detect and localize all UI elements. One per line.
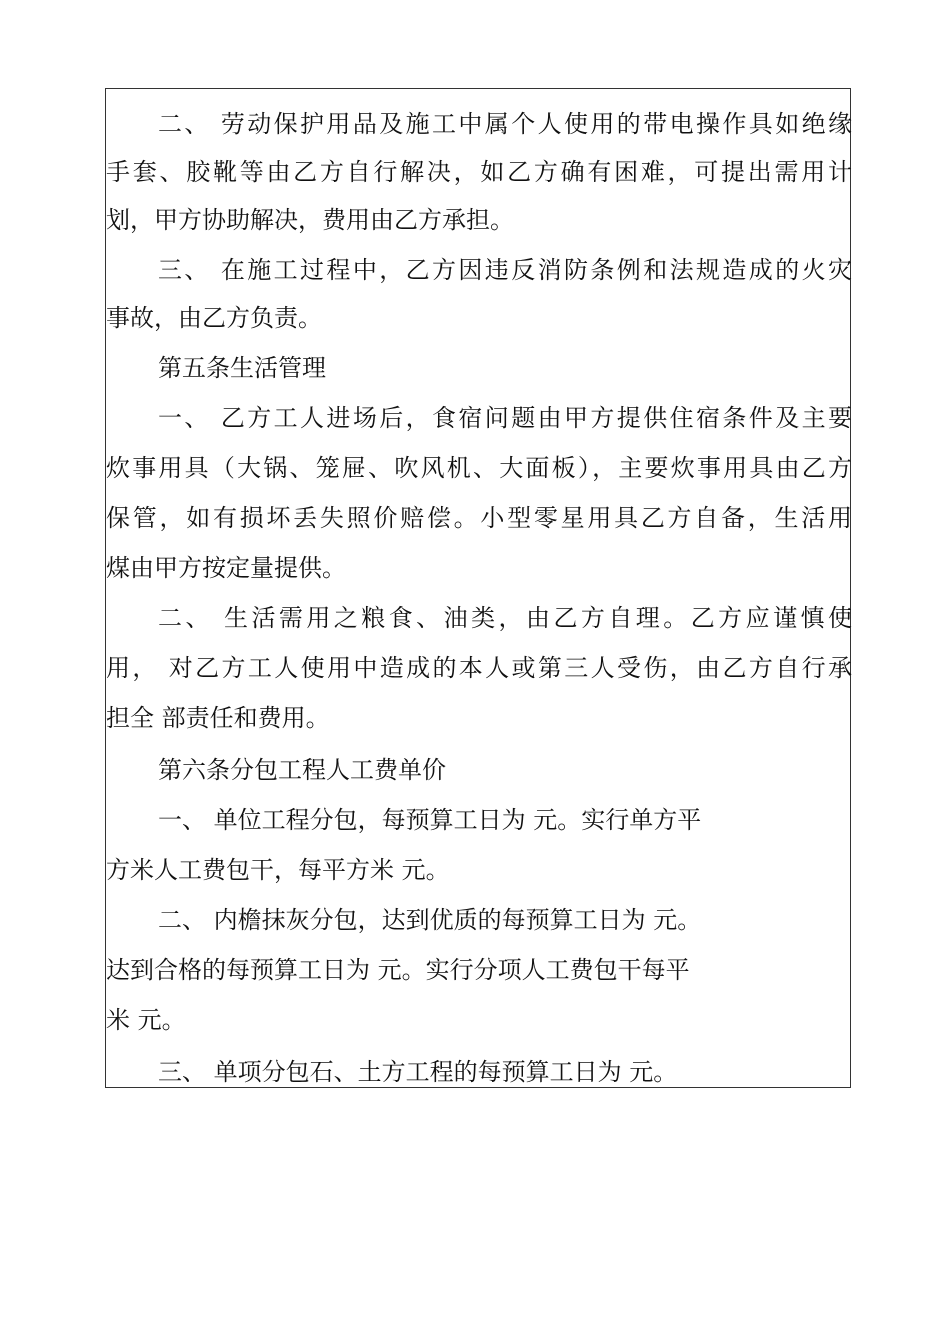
paragraph-line: 二、 生活需用之粮食、油类，由乙方自理。乙方应谨慎使 <box>158 604 852 632</box>
paragraph-line: 煤由甲方按定量提供。 <box>106 554 346 582</box>
paragraph-line: 用， 对乙方工人使用中造成的本人或第三人受伤，由乙方自行承 <box>106 654 852 682</box>
paragraph-line: 二、 内檐抹灰分包，达到优质的每预算工日为 元。 <box>158 906 702 934</box>
paragraph-line: 二、 劳动保护用品及施工中属个人使用的带电操作具如绝缘 <box>158 110 852 138</box>
section-heading: 第六条分包工程人工费单价 <box>158 756 446 784</box>
paragraph-line: 事故，由乙方负责。 <box>106 304 322 332</box>
paragraph-line: 米 元。 <box>106 1006 186 1034</box>
paragraph-line: 三、 单项分包石、土方工程的每预算工日为 元。 <box>158 1058 678 1086</box>
paragraph-line: 方米人工费包干，每平方米 元。 <box>106 856 450 884</box>
paragraph-line: 手套、胶靴等由乙方自行解决，如乙方确有困难，可提出需用计 <box>106 158 852 186</box>
paragraph-line: 一、 乙方工人进场后，食宿问题由甲方提供住宿条件及主要 <box>158 404 852 432</box>
paragraph-line: 一、 单位工程分包，每预算工日为 元。实行单方平 <box>158 806 702 834</box>
paragraph-line: 三、 在施工过程中，乙方因违反消防条例和法规造成的火灾 <box>158 256 852 284</box>
paragraph-line: 划，甲方协助解决，费用由乙方承担。 <box>106 206 514 234</box>
paragraph-line: 达到合格的每预算工日为 元。实行分项人工费包干每平 <box>106 956 690 984</box>
paragraph-line: 保管，如有损坏丢失照价赔偿。小型零星用具乙方自备，生活用 <box>106 504 852 532</box>
paragraph-line: 担全 部责任和费用。 <box>106 704 330 732</box>
paragraph-line: 炊事用具（大锅、笼屉、吹风机、大面板），主要炊事用具由乙方 <box>106 454 852 482</box>
section-heading: 第五条生活管理 <box>158 354 326 382</box>
